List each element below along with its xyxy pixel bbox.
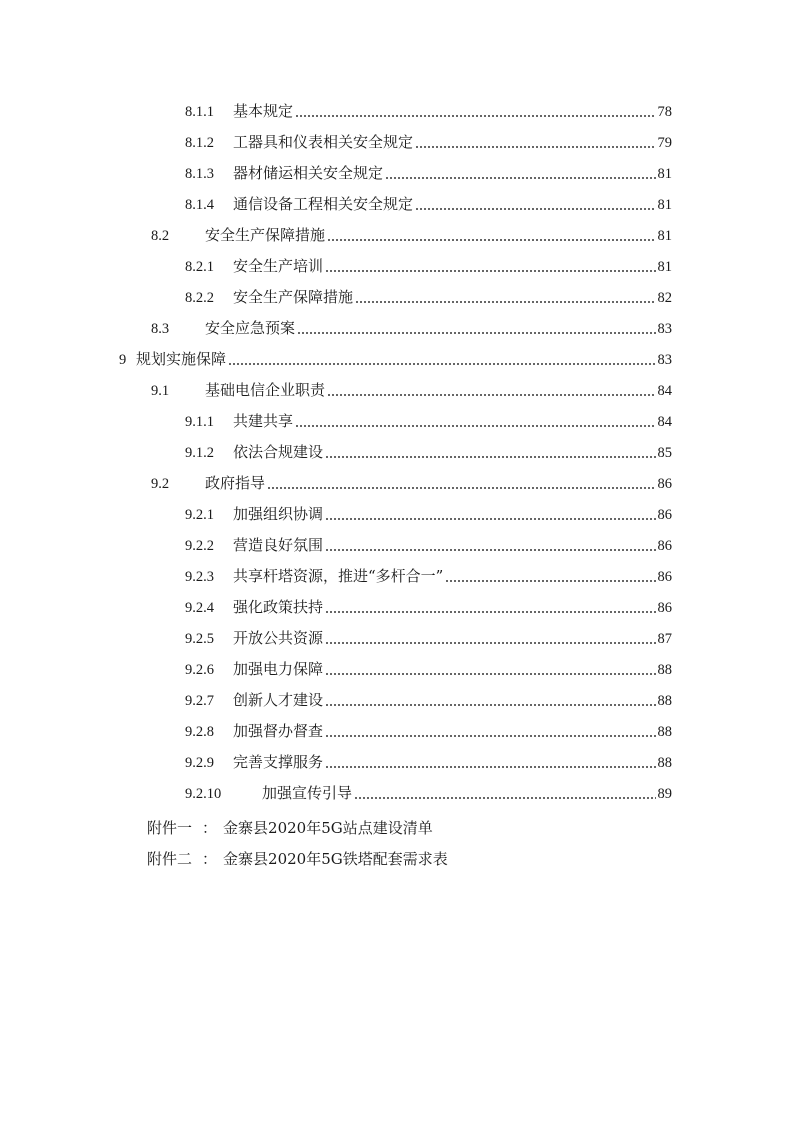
toc-entry[interactable] [185, 131, 672, 153]
appendix-separator: ： [202, 850, 218, 868]
toc-page-number: 81 [657, 166, 672, 182]
toc-leader-dots [415, 146, 655, 148]
toc-number: 8.1.4 [185, 197, 214, 213]
toc-number: 9.2.3 [185, 569, 214, 585]
toc-entry[interactable] [151, 224, 672, 246]
toc-page-number: 84 [657, 383, 672, 399]
toc-title: 安全生产培训 [233, 257, 324, 275]
toc-page-number: 87 [657, 631, 672, 647]
toc-leader-dots [297, 332, 655, 334]
toc-page-number: 86 [657, 507, 672, 523]
toc-title: 工器具和仪表相关安全规定 [233, 133, 414, 151]
toc-page-number: 88 [657, 755, 672, 771]
toc-number: 9.2.6 [185, 662, 214, 678]
toc-entry[interactable] [185, 627, 672, 649]
toc-page-number: 81 [657, 228, 672, 244]
toc-number: 9.2.5 [185, 631, 214, 647]
toc-title: 加强组织协调 [233, 505, 324, 523]
toc-page-number: 81 [657, 259, 672, 275]
toc-number: 9.2.1 [185, 507, 214, 523]
toc-number: 8.1.1 [185, 104, 214, 120]
toc-number: 9 [119, 352, 127, 368]
toc-title: 基础电信企业职责 [205, 381, 326, 399]
toc-leader-dots [325, 456, 655, 458]
toc-page-number: 81 [657, 197, 672, 213]
toc-title: 加强电力保障 [233, 660, 324, 678]
toc-title: 共享杆塔资源，推进“多杆合一” [233, 567, 444, 585]
toc-entry[interactable] [151, 379, 672, 401]
toc-page-number: 83 [657, 321, 672, 337]
toc-title: 依法合规建设 [233, 443, 324, 461]
toc-title: 规划实施保障 [136, 350, 227, 368]
toc-entry[interactable] [151, 317, 672, 339]
toc-leader-dots [325, 270, 655, 272]
toc-leader-dots [267, 487, 655, 489]
toc-page-number: 82 [657, 290, 672, 306]
toc-title: 开放公共资源 [233, 629, 324, 647]
toc-entry[interactable] [151, 472, 672, 494]
toc-page-number: 89 [657, 786, 672, 802]
toc-page-number: 88 [657, 693, 672, 709]
toc-leader-dots [325, 704, 655, 706]
toc-leader-dots [325, 766, 655, 768]
toc-leader-dots [295, 115, 655, 117]
toc-entry[interactable] [185, 751, 672, 773]
toc-entry[interactable] [185, 596, 672, 618]
toc-leader-dots [295, 425, 655, 427]
toc-title: 政府指导 [205, 474, 266, 492]
toc-number: 8.2 [151, 228, 170, 244]
toc-number: 9.2.7 [185, 693, 214, 709]
toc-entry[interactable] [185, 410, 672, 432]
appendix-title: 金寨县2020年5G铁塔配套需求表 [223, 850, 448, 868]
toc-leader-dots [355, 301, 655, 303]
appendix-label: 附件二 [147, 850, 193, 868]
toc-number: 8.2.1 [185, 259, 214, 275]
toc-page-number: 86 [657, 476, 672, 492]
toc-entry[interactable] [185, 565, 672, 587]
toc-leader-dots [327, 239, 655, 241]
toc-leader-dots [325, 673, 655, 675]
toc-leader-dots [354, 797, 655, 799]
toc-title: 强化政策扶持 [233, 598, 324, 616]
appendix-separator: ： [202, 819, 218, 837]
toc-number: 9.1.2 [185, 445, 214, 461]
toc-entry[interactable] [185, 782, 672, 804]
toc-leader-dots [325, 611, 655, 613]
toc-number: 9.2.10 [185, 786, 222, 802]
toc-title: 安全生产保障措施 [205, 226, 326, 244]
toc-page-number: 88 [657, 724, 672, 740]
toc-entry[interactable] [185, 162, 672, 184]
toc-leader-dots [325, 549, 655, 551]
toc-entry[interactable] [185, 100, 672, 122]
toc-entry[interactable] [185, 193, 672, 215]
toc-title: 基本规定 [233, 102, 294, 120]
toc-number: 8.3 [151, 321, 170, 337]
toc-title: 共建共享 [233, 412, 294, 430]
appendix-title: 金寨县2020年5G站点建设清单 [223, 819, 433, 837]
toc-number: 9.1.1 [185, 414, 214, 430]
toc-leader-dots [325, 518, 655, 520]
toc-leader-dots [325, 735, 655, 737]
toc-number: 9.2.2 [185, 538, 214, 554]
toc-title: 创新人才建设 [233, 691, 324, 709]
toc-number: 8.1.3 [185, 166, 214, 182]
toc-number: 9.1 [151, 383, 170, 399]
toc-number: 9.2.9 [185, 755, 214, 771]
toc-entry[interactable] [185, 658, 672, 680]
toc-number: 9.2.8 [185, 724, 214, 740]
appendix-label: 附件一 [147, 819, 193, 837]
toc-title: 加强督办督查 [233, 722, 324, 740]
toc-leader-dots [385, 177, 655, 179]
toc-entry[interactable] [185, 689, 672, 711]
toc-page-number: 83 [657, 352, 672, 368]
toc-number: 9.2 [151, 476, 170, 492]
toc-number: 8.1.2 [185, 135, 214, 151]
toc-leader-dots [228, 363, 655, 365]
toc-number: 9.2.4 [185, 600, 214, 616]
toc-entry[interactable] [185, 441, 672, 463]
toc-page-number: 88 [657, 662, 672, 678]
toc-title: 加强宣传引导 [262, 784, 353, 802]
toc-page-number: 79 [657, 135, 672, 151]
toc-entry[interactable] [119, 348, 672, 370]
toc-page-number: 86 [657, 600, 672, 616]
toc-title: 安全应急预案 [205, 319, 296, 337]
toc-page-number: 85 [657, 445, 672, 461]
toc-entry[interactable] [185, 286, 672, 308]
toc-page-number: 78 [657, 104, 672, 120]
toc-entry[interactable] [185, 534, 672, 556]
toc-title: 完善支撑服务 [233, 753, 324, 771]
toc-leader-dots [325, 642, 655, 644]
toc-title: 安全生产保障措施 [233, 288, 354, 306]
toc-leader-dots [445, 580, 655, 582]
appendix-entry-1[interactable] [147, 817, 433, 839]
toc-page-number: 86 [657, 569, 672, 585]
toc-page-number: 86 [657, 538, 672, 554]
toc-leader-dots [327, 394, 655, 396]
toc-entry[interactable] [185, 255, 672, 277]
toc-title: 通信设备工程相关安全规定 [233, 195, 414, 213]
toc-title: 器材储运相关安全规定 [233, 164, 384, 182]
appendix-entry-2[interactable] [147, 848, 448, 870]
toc-entry[interactable] [185, 503, 672, 525]
toc-number: 8.2.2 [185, 290, 214, 306]
toc-entry[interactable] [185, 720, 672, 742]
toc-page-number: 84 [657, 414, 672, 430]
toc-title: 营造良好氛围 [233, 536, 324, 554]
toc-leader-dots [415, 208, 655, 210]
